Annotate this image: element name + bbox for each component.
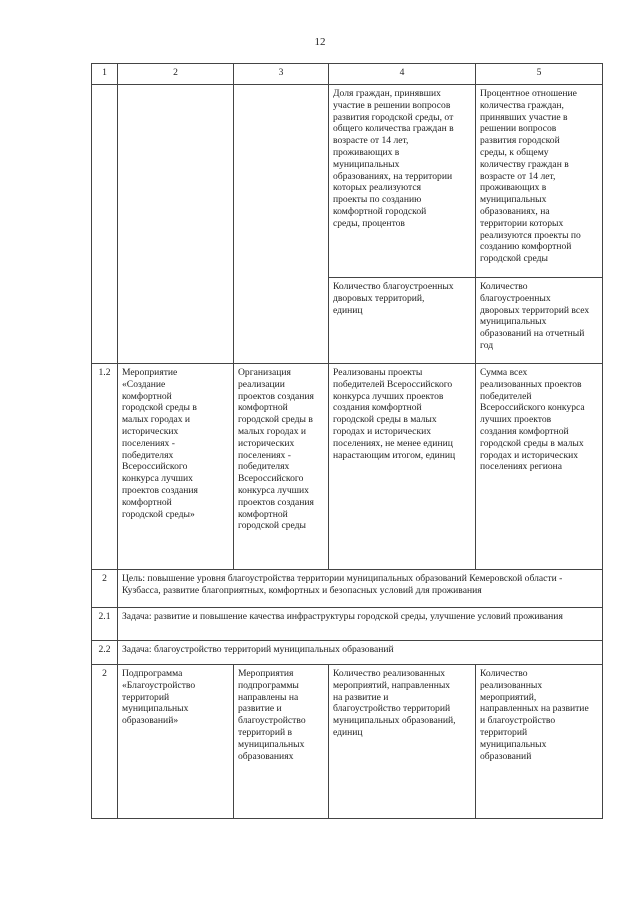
row-number-cell: 2.2 bbox=[92, 641, 118, 665]
table-row bbox=[92, 85, 603, 278]
event-cell: Мероприятие «Создание комфортной городской среды в малых городах и исторических поселениях - победителях Всероссийского конкурса лучших проектов создания комфортной городской среды» bbox=[118, 364, 234, 570]
goal-cell: Цель: повышение уровня благоустройства территории муниципальных образований Кемеровской области - Кузбасса, развитие благоприятных, комфортных и безопасных условий для проживания bbox=[118, 570, 603, 608]
row-number-cell: 2 bbox=[92, 570, 118, 608]
row-number-cell: 1.2 bbox=[92, 364, 118, 570]
event-cell bbox=[118, 85, 234, 364]
table-row bbox=[92, 641, 603, 665]
indicator-cell: Количество благоустроенных дворовых территорий, единиц bbox=[329, 278, 476, 364]
description-cell: Мероприятия подпрограммы направлены на развитие и благоустройство территорий в муниципальных образованиях bbox=[234, 665, 329, 819]
header-row bbox=[92, 64, 603, 85]
table-row bbox=[92, 570, 603, 608]
header-cell-3: 3 bbox=[234, 64, 329, 85]
table-row bbox=[92, 608, 603, 641]
method-cell: Процентное отношение количества граждан, принявших участие в решении вопросов развития городской среды, к общему количеству граждан в возрасте от 14 лет, проживающих в муниципальных образованиях, на территории которых реализуются проекты по созданию комфортной городской среды bbox=[476, 85, 603, 278]
indicators-table bbox=[91, 63, 603, 819]
indicator-cell: Доля граждан, принявших участие в решении вопросов развития городской среды, от общего количества граждан в возрасте от 14 лет, проживающих в муниципальных образованиях, на территории которых реализуются проекты по созданию комфортной городской среды, процентов bbox=[329, 85, 476, 278]
method-cell: Количество реализованных мероприятий, направленных на развитие и благоустройство территорий муниципальных образований bbox=[476, 665, 603, 819]
method-cell: Сумма всех реализованных проектов победителей Всероссийского конкурса лучших проектов создания комфортной городской среды в малых городах и исторических поселениях региона bbox=[476, 364, 603, 570]
task-cell: Задача: благоустройство территорий муниципальных образований bbox=[118, 641, 603, 665]
table-row bbox=[92, 364, 603, 570]
header-cell-4: 4 bbox=[329, 64, 476, 85]
header-cell-5: 5 bbox=[476, 64, 603, 85]
indicator-cell: Реализованы проекты победителей Всероссийского конкурса лучших проектов создания комфортной городской среды в малых городах и исторических поселениях, не менее единиц нарастающим итогом, единиц bbox=[329, 364, 476, 570]
row-number-cell: 2 bbox=[92, 665, 118, 819]
header-cell-2: 2 bbox=[118, 64, 234, 85]
page-number: 12 bbox=[314, 36, 326, 48]
task-cell: Задача: развитие и повышение качества инфраструктуры городской среды, улучшение условий проживания bbox=[118, 608, 603, 641]
event-cell: Подпрограмма «Благоустройство территорий муниципальных образований» bbox=[118, 665, 234, 819]
indicator-cell: Количество реализованных мероприятий, направленных на развитие и благоустройство территорий муниципальных образований, единиц bbox=[329, 665, 476, 819]
method-cell: Количество благоустроенных дворовых территорий всех муниципальных образований на отчетный год bbox=[476, 278, 603, 364]
row-number-cell: 2.1 bbox=[92, 608, 118, 641]
row-number-cell bbox=[92, 85, 118, 364]
header-cell-1: 1 bbox=[92, 64, 118, 85]
table-row bbox=[92, 665, 603, 819]
description-cell bbox=[234, 85, 329, 364]
description-cell: Организация реализации проектов создания комфортной городской среды в малых городах и исторических поселениях - победителях Всероссийского конкурса лучших проектов создания комфортной городской среды bbox=[234, 364, 329, 570]
